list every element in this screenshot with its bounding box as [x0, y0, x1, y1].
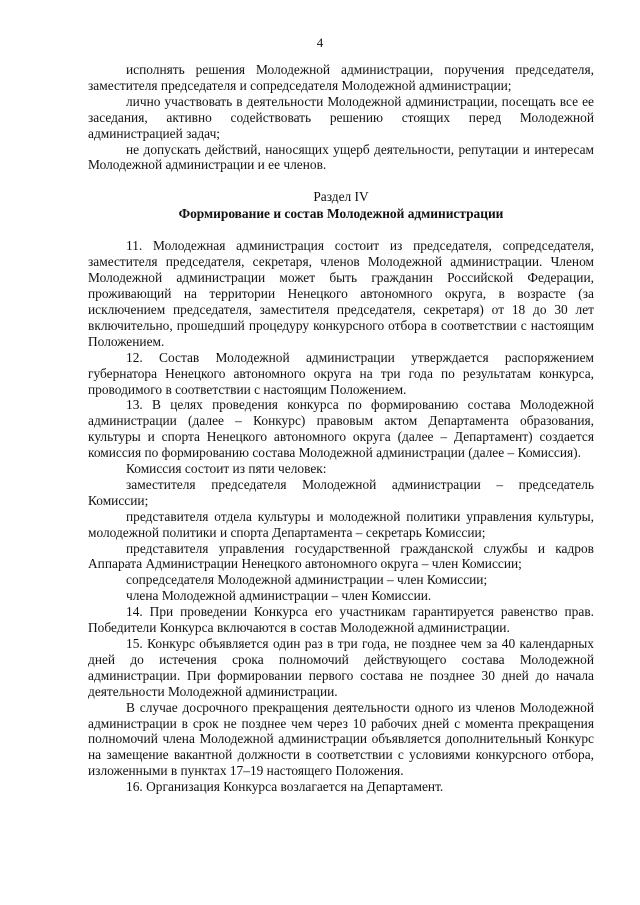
- paragraph-commission-secretary: представителя отдела культуры и молодежной политики управления культуры, молодежной политики и спорта Департамента – секретарь Комиссии;: [88, 508, 594, 540]
- paragraph-commission-admin-member: члена Молодежной администрации – член Комиссии.: [126, 588, 432, 604]
- paragraph-15: 15. Конкурс объявляется один раз в три года, не позднее чем за 40 календарных дней до истечения срока полномочий действующего состава Молодежной администрации. При формировании первого состава не позднее 30 дней до начала деятельности Молодежной администрации.: [88, 636, 594, 699]
- section-heading: [88, 188, 594, 223]
- paragraph-11: 11. Молодежная администрация состоит из председателя, сопредседателя, заместителя председателя, секретаря, членов Молодежной администрации. Членом Молодежной администрации может быть гражданин Российской Федерации, проживающий на территории Ненецкого автономного округа, в возрасте (за исключением председателя, заместителя председателя, секретаря) от 18 до 30 лет включительно, прошедший процедуру конкурсного отбора в соответствии с настоящим Положением.: [88, 238, 594, 349]
- paragraph-12: 12. Состав Молодежной администрации утверждается распоряжением губернатора Ненецкого автономного округа на три года по результатам конкурса, проводимого в соответствии с настоящим Положением.: [88, 349, 594, 397]
- paragraph-commission-cochair-member: сопредседателя Молодежной администрации – член Комиссии;: [126, 572, 488, 588]
- paragraph-duty-no-harm: не допускать действий, наносящих ущерб деятельности, репутации и интересам Молодежной администрации и ее членов.: [88, 141, 594, 173]
- document-body: [88, 62, 594, 795]
- paragraph-duty-participate: лично участвовать в деятельности Молодежной администрации, посещать все ее заседания, активно содействовать решению стоящих перед Молодежной администрацией задач;: [88, 93, 594, 141]
- section-number: Раздел IV: [313, 189, 369, 205]
- heading-spacer: [88, 223, 594, 238]
- paragraph-commission-hr-member: представителя управления государственной гражданской службы и кадров Аппарата Администрации Ненецкого автономного округа – член Комиссии;: [88, 540, 594, 572]
- paragraph-14: 14. При проведении Конкурса его участникам гарантируется равенство прав. Победители Конкурса включаются в состав Молодежной администрации.: [88, 604, 594, 636]
- paragraph-16: 16. Организация Конкурса возлагается на Департамент.: [126, 779, 444, 795]
- paragraph-early-termination: В случае досрочного прекращения деятельности одного из членов Молодежной администрации в срок не позднее чем через 10 рабочих дней с момента прекращения полномочий члена Молодежной администрации объявляется дополнительный Конкурс на замещение вакантной должности в соответствии с условиями конкурсного отбора, изложенными в пунктах 17–19 настоящего Положения.: [88, 699, 594, 779]
- paragraph-commission-chair: заместителя председателя Молодежной администрации – председатель Комиссии;: [88, 476, 594, 508]
- paragraph-duty-execute-decisions: исполнять решения Молодежной администрации, поручения председателя, заместителя председателя и сопредседателя Молодежной администрации;: [88, 62, 594, 93]
- page-number: 4: [316, 35, 324, 50]
- paragraph-13: 13. В целях проведения конкурса по формированию состава Молодежной администрации (далее – Конкурс) правовым актом Департамента образования, культуры и спорта Ненецкого автономного округа (далее – Департамент) создается комиссия по формированию состава Молодежной администрации (далее – Комиссия).: [88, 397, 594, 461]
- paragraph-commission-size: Комиссия состоит из пяти человек:: [126, 461, 327, 477]
- section-title: Формирование и состав Молодежной администрации: [178, 206, 504, 222]
